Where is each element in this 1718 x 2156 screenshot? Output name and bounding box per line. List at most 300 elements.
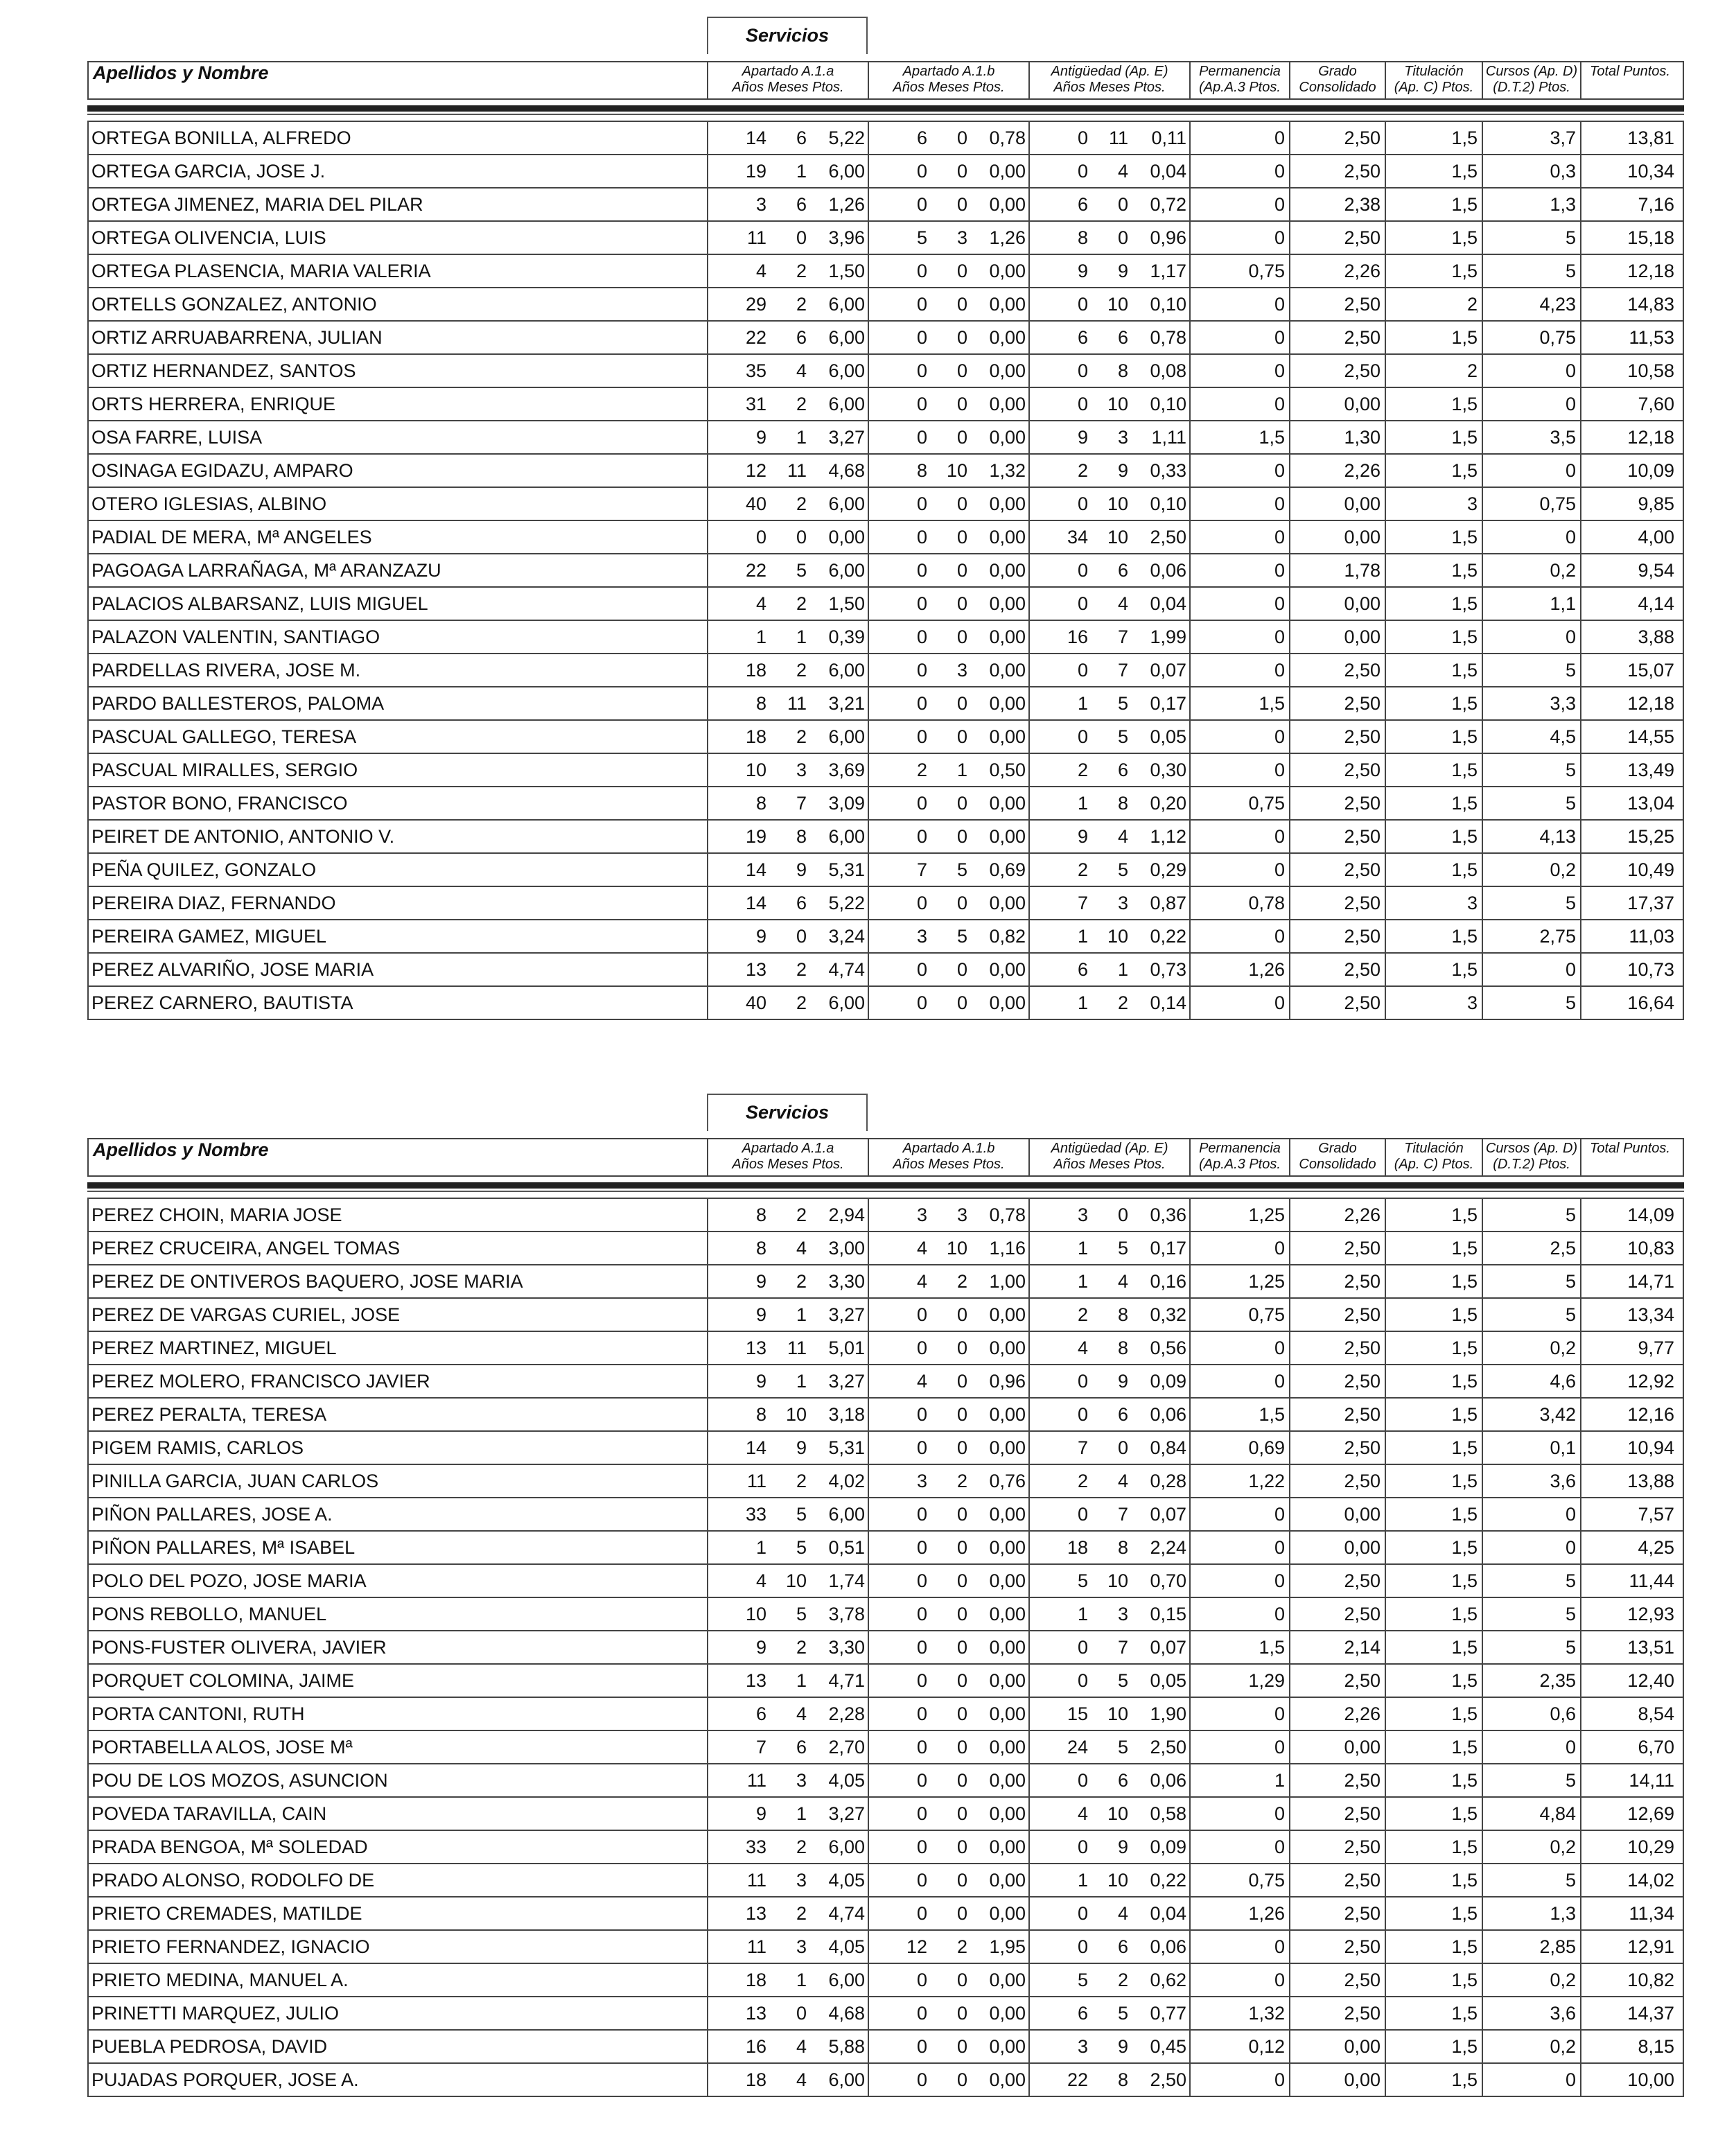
cell-antiguedad-ptos: 0,06 [1150, 1770, 1186, 1791]
cell-total: 9,54 [1638, 560, 1674, 581]
cell-permanencia: 0 [1191, 155, 1290, 187]
cell-a1a-meses: 0 [796, 926, 807, 947]
cell-antiguedad-anos: 34 [1067, 527, 1088, 547]
cell-a1b-ptos: 0,00 [989, 1404, 1026, 1425]
cell-grado: 2,50 [1290, 1332, 1386, 1364]
table-row [89, 919, 1683, 952]
cell-total: 10,94 [1627, 1437, 1674, 1458]
cell-grado: 2,50 [1290, 322, 1386, 353]
cell-antiguedad [1030, 1432, 1191, 1464]
cell-antiguedad-anos: 5 [1077, 1970, 1088, 1990]
table-row [89, 1563, 1683, 1597]
cell-a1a [708, 987, 869, 1019]
cell-total: 14,02 [1627, 1870, 1674, 1891]
cell-antiguedad-meses: 5 [1117, 693, 1128, 714]
header-apartado-a1b-line1: Apartado A.1.b [902, 1141, 995, 1156]
cell-a1b-anos: 0 [916, 1770, 927, 1791]
cell-a1b-meses: 0 [956, 2003, 967, 2024]
cell-a1a-meses: 4 [796, 360, 807, 381]
cell-antiguedad-meses: 3 [1117, 893, 1128, 913]
cell-permanencia: 0 [1191, 554, 1290, 586]
cell-antiguedad [1030, 754, 1191, 786]
cell-permanencia: 1,32 [1191, 1997, 1290, 2029]
cell-a1b-meses: 2 [956, 1936, 967, 1957]
header-apartado-a1b-line1: Apartado A.1.b [902, 64, 995, 79]
cell-titulacion: 1,5 [1386, 421, 1483, 453]
cell-a1b [869, 1332, 1030, 1364]
cell-a1b-ptos: 0,82 [989, 926, 1026, 947]
cell-name: PEREZ MOLERO, FRANCISCO JAVIER [89, 1365, 708, 1397]
cell-a1b-ptos: 0,00 [989, 1570, 1026, 1591]
cell-a1b [869, 1498, 1030, 1530]
cell-a1a-anos: 9 [755, 1371, 766, 1392]
table-row [89, 220, 1683, 254]
cell-antiguedad-meses: 5 [1117, 2003, 1128, 2024]
cell-a1b [869, 1265, 1030, 1297]
cell-name: PORTA CANTONI, RUTH [89, 1698, 708, 1730]
cell-antiguedad-ptos: 0,04 [1150, 161, 1186, 182]
cell-a1a [708, 421, 869, 453]
header-titulacion [1386, 1139, 1483, 1175]
cell-grado: 0,00 [1290, 388, 1386, 420]
cell-a1a-meses: 2 [796, 660, 807, 681]
cell-name: ORTEGA GARCIA, JOSE J. [89, 155, 708, 187]
cell-titulacion: 1,5 [1386, 1798, 1483, 1830]
cell-a1a-anos: 13 [745, 2003, 766, 2024]
cell-grado: 0,00 [1290, 588, 1386, 620]
cell-a1b [869, 455, 1030, 487]
cell-a1a [708, 1299, 869, 1331]
cell-permanencia: 0 [1191, 455, 1290, 487]
cell-a1a-anos: 0 [755, 527, 766, 547]
table-row [89, 1663, 1683, 1697]
cell-cursos: 1,3 [1483, 1898, 1581, 1929]
cell-total: 12,91 [1627, 1936, 1674, 1957]
cell-grado: 1,30 [1290, 421, 1386, 453]
cell-a1a-ptos: 2,28 [828, 1703, 865, 1724]
cell-grado: 0,00 [1290, 1532, 1386, 1563]
cell-titulacion: 1,5 [1386, 1365, 1483, 1397]
header-grado-line2: Consolidado [1299, 1157, 1376, 1172]
cell-antiguedad [1030, 355, 1191, 387]
cell-name: PIÑON PALLARES, JOSE A. [89, 1498, 708, 1530]
cell-antiguedad [1030, 1665, 1191, 1697]
cell-a1a-anos: 18 [745, 2069, 766, 2090]
cell-a1a-anos: 22 [745, 560, 766, 581]
cell-antiguedad-meses: 8 [1117, 1304, 1128, 1325]
cell-antiguedad [1030, 1931, 1191, 1963]
cell-titulacion: 1,5 [1386, 1731, 1483, 1763]
cell-a1a [708, 588, 869, 620]
cell-a1b [869, 1565, 1030, 1597]
table-row [89, 1231, 1683, 1264]
cell-antiguedad-meses: 6 [1117, 1770, 1128, 1791]
cell-antiguedad-ptos: 0,78 [1150, 327, 1186, 348]
cell-grado: 2,50 [1290, 887, 1386, 919]
cell-antiguedad-ptos: 0,72 [1150, 194, 1186, 215]
cell-total: 13,49 [1627, 760, 1674, 780]
cell-titulacion: 1,5 [1386, 787, 1483, 819]
cell-a1a-meses: 4 [796, 2036, 807, 2057]
cell-antiguedad [1030, 421, 1191, 453]
cell-titulacion: 1,5 [1386, 2064, 1483, 2096]
cell-name: PAGOAGA LARRAÑAGA, Mª ARANZAZU [89, 554, 708, 586]
cell-total: 4,00 [1638, 527, 1674, 547]
cell-a1b-anos: 0 [916, 660, 927, 681]
cell-cursos: 0,75 [1483, 322, 1581, 353]
cell-total: 12,40 [1627, 1670, 1674, 1691]
cell-a1a [708, 288, 869, 320]
cell-a1b-meses: 0 [956, 726, 967, 747]
cell-a1a-ptos: 1,74 [828, 1570, 865, 1591]
cell-name: PALACIOS ALBARSANZ, LUIS MIGUEL [89, 588, 708, 620]
cell-a1a-ptos: 4,05 [828, 1870, 865, 1891]
cell-antiguedad-ptos: 1,99 [1150, 626, 1186, 647]
cell-antiguedad-meses: 7 [1117, 626, 1128, 647]
cell-titulacion: 1,5 [1386, 1265, 1483, 1297]
cell-a1b-ptos: 1,00 [989, 1271, 1026, 1292]
cell-a1b [869, 155, 1030, 187]
cell-antiguedad-ptos: 2,24 [1150, 1537, 1186, 1558]
cell-a1b-anos: 0 [916, 427, 927, 448]
cell-name: POLO DEL POZO, JOSE MARIA [89, 1565, 708, 1597]
cell-antiguedad-meses: 10 [1107, 294, 1128, 315]
cell-antiguedad-meses: 2 [1117, 1970, 1128, 1990]
cell-a1b-anos: 0 [916, 1537, 927, 1558]
cell-titulacion: 1,5 [1386, 854, 1483, 886]
table-row [89, 1464, 1683, 1497]
cell-a1b-ptos: 0,00 [989, 327, 1026, 348]
cell-a1b-meses: 0 [956, 693, 967, 714]
cell-a1a-anos: 14 [745, 893, 766, 913]
cell-a1a-ptos: 3,78 [828, 1604, 865, 1624]
cell-titulacion: 1,5 [1386, 222, 1483, 254]
cell-a1b-meses: 0 [956, 1637, 967, 1658]
cell-permanencia: 0 [1191, 1532, 1290, 1563]
cell-antiguedad-anos: 0 [1077, 1837, 1088, 1857]
cell-antiguedad-ptos: 0,17 [1150, 693, 1186, 714]
cell-grado: 2,50 [1290, 954, 1386, 985]
cell-a1b-meses: 0 [956, 128, 967, 148]
cell-a1a-ptos: 3,21 [828, 693, 865, 714]
cell-grado: 2,50 [1290, 122, 1386, 154]
cell-antiguedad-anos: 0 [1077, 1936, 1088, 1957]
cell-a1b [869, 1199, 1030, 1231]
cell-permanencia: 0 [1191, 288, 1290, 320]
cell-cursos: 0,75 [1483, 488, 1581, 520]
cell-a1b-ptos: 0,00 [989, 493, 1026, 514]
cell-a1a [708, 1565, 869, 1597]
cell-grado: 2,50 [1290, 288, 1386, 320]
cell-grado: 2,50 [1290, 1997, 1386, 2029]
cell-a1b [869, 787, 1030, 819]
cell-a1b-anos: 0 [916, 261, 927, 281]
cell-a1a-meses: 2 [796, 294, 807, 315]
cell-a1b [869, 854, 1030, 886]
cell-name: PRIETO CREMADES, MATILDE [89, 1898, 708, 1929]
cell-titulacion: 1,5 [1386, 654, 1483, 686]
cell-a1b-meses: 0 [956, 992, 967, 1013]
cell-titulacion: 1,5 [1386, 554, 1483, 586]
cell-permanencia: 1,29 [1191, 1665, 1290, 1697]
table-row [89, 1830, 1683, 1863]
cell-a1a [708, 1798, 869, 1830]
header-titulacion [1386, 62, 1483, 98]
cell-cursos: 1,1 [1483, 588, 1581, 620]
table-row [89, 1397, 1683, 1430]
cell-a1b [869, 1365, 1030, 1397]
cell-a1a-ptos: 6,00 [828, 992, 865, 1013]
cell-antiguedad [1030, 621, 1191, 653]
cell-a1a-meses: 11 [787, 693, 807, 714]
table-row [89, 2062, 1683, 2096]
header-total [1581, 62, 1678, 98]
cell-titulacion: 1,5 [1386, 588, 1483, 620]
table-row [89, 1763, 1683, 1796]
cell-titulacion: 1,5 [1386, 1432, 1483, 1464]
cell-a1b-anos: 3 [916, 1204, 927, 1225]
cell-a1b-ptos: 0,00 [989, 194, 1026, 215]
cell-antiguedad-meses: 9 [1117, 2036, 1128, 2057]
cell-a1a-anos: 1 [755, 1537, 766, 1558]
cell-antiguedad [1030, 189, 1191, 220]
cell-antiguedad [1030, 222, 1191, 254]
cell-total: 13,34 [1627, 1304, 1674, 1325]
cell-a1b-meses: 0 [956, 1837, 967, 1857]
cell-titulacion: 3 [1386, 887, 1483, 919]
table-row [89, 1796, 1683, 1830]
cell-a1b-meses: 0 [956, 626, 967, 647]
cell-a1a-anos: 33 [745, 1837, 766, 1857]
table-row [89, 320, 1683, 353]
cell-a1b-ptos: 0,00 [989, 527, 1026, 547]
cell-cursos: 0 [1483, 1731, 1581, 1763]
cell-a1b [869, 1532, 1030, 1563]
cell-a1a [708, 455, 869, 487]
cell-permanencia: 0 [1191, 1598, 1290, 1630]
cell-antiguedad-anos: 0 [1077, 1404, 1088, 1425]
cell-a1b [869, 920, 1030, 952]
cell-a1a [708, 1631, 869, 1663]
cell-a1a [708, 821, 869, 852]
cell-a1b [869, 2031, 1030, 2062]
cell-total: 10,34 [1627, 161, 1674, 182]
cell-antiguedad-ptos: 0,16 [1150, 1271, 1186, 1292]
cell-a1b [869, 1432, 1030, 1464]
header-name-line1: Apellidos y Nombre [93, 62, 269, 83]
cell-a1b [869, 554, 1030, 586]
cell-name: PEREZ DE VARGAS CURIEL, JOSE [89, 1299, 708, 1331]
header-divider [87, 105, 1684, 112]
cell-antiguedad-ptos: 0,62 [1150, 1970, 1186, 1990]
cell-name: PORTABELLA ALOS, JOSE Mª [89, 1731, 708, 1763]
cell-a1b [869, 687, 1030, 719]
cell-a1b-meses: 0 [956, 2069, 967, 2090]
header-permanencia [1191, 1139, 1290, 1175]
cell-total: 11,03 [1629, 926, 1674, 947]
cell-a1a-meses: 5 [796, 560, 807, 581]
table-row [89, 985, 1683, 1019]
cell-grado: 2,50 [1290, 1299, 1386, 1331]
cell-a1b-ptos: 0,00 [989, 893, 1026, 913]
table-row [89, 2029, 1683, 2062]
cell-a1a [708, 621, 869, 653]
cell-permanencia: 0 [1191, 355, 1290, 387]
cell-a1b-anos: 0 [916, 1304, 927, 1325]
cell-permanencia: 0 [1191, 1565, 1290, 1597]
cell-a1b-anos: 5 [916, 227, 927, 248]
cell-cursos: 2,5 [1483, 1232, 1581, 1264]
cell-antiguedad-ptos: 0,08 [1150, 360, 1186, 381]
cell-a1a-ptos: 6,00 [828, 826, 865, 847]
cell-a1a-ptos: 1,26 [828, 194, 865, 215]
cell-a1b [869, 1299, 1030, 1331]
cell-permanencia: 0 [1191, 588, 1290, 620]
cell-a1a [708, 1831, 869, 1863]
cell-permanencia: 0,75 [1191, 787, 1290, 819]
cell-permanencia: 0 [1191, 222, 1290, 254]
cell-permanencia: 1,5 [1191, 1631, 1290, 1663]
cell-a1b-ptos: 0,76 [989, 1471, 1026, 1491]
cell-antiguedad-ptos: 0,09 [1150, 1371, 1186, 1392]
cell-total: 14,55 [1627, 726, 1674, 747]
cell-antiguedad [1030, 1365, 1191, 1397]
table-row [89, 886, 1683, 919]
cell-name: PUEBLA PEDROSA, DAVID [89, 2031, 708, 2062]
cell-a1a-anos: 19 [745, 826, 766, 847]
cell-antiguedad-ptos: 0,29 [1150, 859, 1186, 880]
cell-a1a-meses: 0 [796, 527, 807, 547]
cell-antiguedad [1030, 1631, 1191, 1663]
cell-antiguedad-anos: 0 [1077, 394, 1088, 414]
cell-antiguedad-anos: 0 [1077, 726, 1088, 747]
table-row [89, 620, 1683, 653]
cell-antiguedad [1030, 1232, 1191, 1264]
cell-antiguedad-anos: 6 [1077, 327, 1088, 348]
header-antiguedad [1030, 62, 1191, 98]
cell-titulacion: 1,5 [1386, 1565, 1483, 1597]
cell-a1a [708, 2031, 869, 2062]
cell-a1a-anos: 9 [755, 926, 766, 947]
cell-grado: 2,50 [1290, 155, 1386, 187]
cell-name: PEÑA QUILEZ, GONZALO [89, 854, 708, 886]
cell-a1a-meses: 10 [785, 1404, 807, 1425]
cell-grado: 0,00 [1290, 1498, 1386, 1530]
cell-a1a-anos: 11 [746, 1770, 766, 1791]
cell-name: PALAZON VALENTIN, SANTIAGO [89, 621, 708, 653]
cell-grado: 2,50 [1290, 920, 1386, 952]
cell-a1a-ptos: 4,74 [828, 1903, 865, 1924]
header-titulacion-line2: (Ap. C) Ptos. [1394, 80, 1474, 95]
header-permanencia-line1: Permanencia [1199, 64, 1281, 79]
cell-total: 13,81 [1627, 128, 1674, 148]
cell-a1a-meses: 3 [796, 760, 807, 780]
cell-titulacion: 1,5 [1386, 155, 1483, 187]
cell-a1a [708, 2064, 869, 2096]
cell-a1a [708, 1764, 869, 1796]
cell-a1a-meses: 4 [796, 1703, 807, 1724]
cell-a1b-anos: 0 [916, 1570, 927, 1591]
cell-antiguedad-ptos: 0,56 [1150, 1338, 1186, 1358]
cell-a1a-anos: 16 [745, 2036, 766, 2057]
cell-name: POU DE LOS MOZOS, ASUNCION [89, 1764, 708, 1796]
header-grado-line2: Consolidado [1299, 80, 1376, 95]
cell-antiguedad-meses: 7 [1117, 660, 1128, 681]
cell-cursos: 0 [1483, 1498, 1581, 1530]
cell-a1b-meses: 0 [956, 560, 967, 581]
cell-a1a-anos: 11 [746, 1870, 766, 1891]
cell-a1a-ptos: 6,00 [828, 726, 865, 747]
cell-a1a [708, 687, 869, 719]
cell-antiguedad-anos: 0 [1077, 1504, 1088, 1525]
cell-a1a-ptos: 5,22 [828, 893, 865, 913]
cell-a1b-meses: 0 [956, 826, 967, 847]
cell-total: 8,15 [1638, 2036, 1674, 2057]
cell-a1a-anos: 9 [755, 1304, 766, 1325]
cell-titulacion: 1,5 [1386, 621, 1483, 653]
cell-name: OTERO IGLESIAS, ALBINO [89, 488, 708, 520]
cell-a1b-ptos: 0,00 [989, 1604, 1026, 1624]
cell-cursos: 0,3 [1483, 155, 1581, 187]
cell-a1b-meses: 0 [956, 1338, 967, 1358]
cell-cursos: 0 [1483, 954, 1581, 985]
cell-permanencia: 0 [1191, 1798, 1290, 1830]
cell-titulacion: 1,5 [1386, 521, 1483, 553]
cell-name: PEREZ DE ONTIVEROS BAQUERO, JOSE MARIA [89, 1265, 708, 1297]
cell-grado: 2,26 [1290, 455, 1386, 487]
cell-antiguedad-meses: 6 [1117, 560, 1128, 581]
cell-a1a-ptos: 3,96 [828, 227, 865, 248]
cell-antiguedad [1030, 122, 1191, 154]
cell-total: 15,25 [1627, 826, 1674, 847]
cell-antiguedad-meses: 1 [1117, 959, 1128, 980]
cell-antiguedad-anos: 0 [1077, 1371, 1088, 1392]
cell-a1a-anos: 13 [745, 1670, 766, 1691]
table-row [89, 1597, 1683, 1630]
cell-a1b-ptos: 0,00 [989, 992, 1026, 1013]
cell-a1a-anos: 13 [745, 1903, 766, 1924]
cell-antiguedad-meses: 10 [1107, 1803, 1128, 1824]
cell-a1a-meses: 1 [796, 1371, 807, 1392]
cell-antiguedad-ptos: 0,10 [1150, 493, 1186, 514]
cell-antiguedad-meses: 5 [1117, 859, 1128, 880]
cell-a1b [869, 521, 1030, 553]
cell-a1b-ptos: 0,00 [989, 1870, 1026, 1891]
cell-a1a [708, 189, 869, 220]
cell-a1b-meses: 0 [956, 959, 967, 980]
header-divider [87, 1182, 1684, 1189]
table-row [89, 1331, 1683, 1364]
cell-a1a-meses: 0 [796, 227, 807, 248]
cell-antiguedad-ptos: 0,07 [1150, 1504, 1186, 1525]
cell-a1a [708, 754, 869, 786]
cell-total: 7,16 [1638, 194, 1674, 215]
cell-total: 10,49 [1627, 859, 1674, 880]
cell-antiguedad-ptos: 2,50 [1150, 2069, 1186, 2090]
cell-a1a-anos: 12 [745, 460, 766, 481]
cell-permanencia: 0 [1191, 1831, 1290, 1863]
table-body [87, 121, 1684, 1020]
cell-a1a-anos: 9 [755, 1271, 766, 1292]
cell-a1a-anos: 40 [745, 493, 766, 514]
cell-a1b-ptos: 0,00 [989, 1703, 1026, 1724]
cell-a1b-ptos: 0,00 [989, 2003, 1026, 2024]
cell-total: 17,37 [1627, 893, 1674, 913]
cell-a1b-meses: 0 [956, 1770, 967, 1791]
cell-a1a [708, 322, 869, 353]
cell-a1a [708, 1265, 869, 1297]
cell-a1a-anos: 9 [755, 427, 766, 448]
